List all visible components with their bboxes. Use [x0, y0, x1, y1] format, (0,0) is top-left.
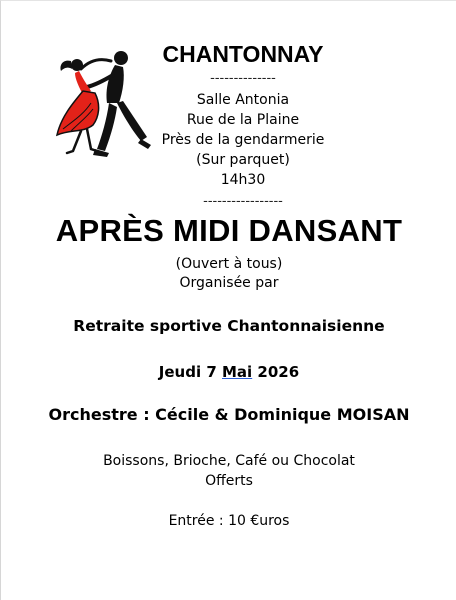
event-date	[1, 363, 456, 381]
venue-floor: (Sur parquet)	[196, 152, 290, 168]
separator-long: -----------------	[203, 194, 283, 209]
organiser-name: Retraite sportive Chantonnaisienne	[73, 317, 385, 335]
date-year: 2026	[252, 363, 300, 381]
open-note: (Ouvert à tous)	[175, 256, 283, 272]
date-month: Mai	[222, 363, 253, 381]
event-headline: APRÈS MIDI DANSANT	[55, 213, 403, 248]
event-time: 14h30	[220, 172, 266, 188]
organised-by: Organisée par	[179, 275, 279, 291]
refreshments-offered: Offerts	[205, 473, 253, 489]
venue-landmark: Près de la gendarmerie	[161, 132, 325, 148]
venue-name: Salle Antonia	[196, 92, 290, 108]
venue-street: Rue de la Plaine	[186, 112, 300, 128]
orchestra: Orchestre : Cécile & Dominique MOISAN	[48, 405, 410, 424]
town-title: CHANTONNAY	[162, 41, 324, 67]
separator-short: --------------	[210, 71, 276, 86]
refreshments: Boissons, Brioche, Café ou Chocolat	[103, 453, 355, 469]
date-prefix: Jeudi 7	[158, 363, 222, 381]
entry-price: Entrée : 10 €uros	[168, 513, 290, 529]
